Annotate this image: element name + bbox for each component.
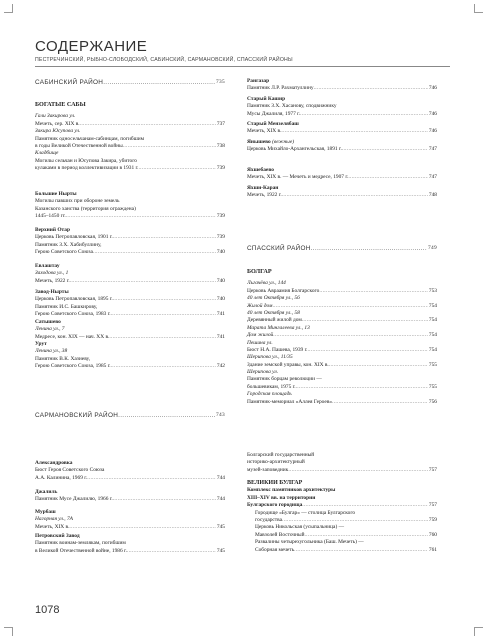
toc-entry[interactable]: кулаками в период коллективизации в 1931 г. ..... 739	[35, 165, 225, 172]
toc-text: Памятник В.К. Хазиеву,	[35, 355, 91, 362]
toc-heading: БОЛГАР	[247, 268, 272, 275]
toc-address: Городская площадь	[247, 391, 292, 398]
toc-heading: Мурбаш	[35, 509, 56, 515]
toc-entry[interactable]: Мавзолей Восточный ..... 760	[255, 532, 437, 539]
toc-entry[interactable]: Церковь Авраамия Болгарского ..... 753	[247, 288, 437, 295]
toc-entry[interactable]: Бюст Н.А. Пашева, 1939 г. ..... 754	[247, 347, 437, 354]
toc-group-bolgar	[247, 268, 437, 406]
toc-text: Церковь Никольская (усыпальница) —	[255, 524, 344, 531]
toc-entry[interactable]: Медресе, кон. XIX — нач. XX в. ..... 741	[35, 334, 225, 341]
toc-text: Памятник односельчанам-сабинцам, погибшим	[35, 135, 145, 142]
toc-entry[interactable]: Соборная мечеть ..... 761	[255, 547, 437, 554]
page-number: 1078	[35, 604, 60, 616]
toc-address: 40 лет Октября ул., 58	[247, 309, 300, 316]
toc-heading: Верхний Отар	[35, 227, 70, 233]
toc-text: Могилы сельчан и Юсупова Закира, убитого	[35, 157, 138, 164]
toc-heading: Завод-Нырты	[35, 289, 69, 295]
page-subtitle: ПЕСТРЕЧИНСКИЙ, РЫБНО-СЛОБОДСКИЙ, САБИНСКИЙ, САРМАНОВСКИЙ, СПАССКИЙ РАЙОНЫ	[35, 57, 293, 63]
toc-text: Памятник борцам революции —	[247, 376, 322, 383]
toc-entry[interactable]: Мечеть, XIX в. — Мечеть и медресе, 1907 г. ..... 747	[247, 174, 437, 181]
toc-group-zavod-nyrty	[35, 289, 225, 319]
toc-text: Памятник З.Х. Хасанову, сподвижнику	[247, 103, 337, 110]
toc-address: Ленина ул., 7	[35, 326, 65, 333]
toc-group-yakhshebaevo	[247, 167, 437, 182]
toc-group-urut	[35, 341, 225, 371]
toc-text: Развалины четырехугольника (Баш. Мечеть) —	[255, 539, 364, 546]
toc-entry[interactable]: в Великой Отечественной войне, 1986 г. ..... 745	[35, 548, 225, 555]
toc-address: Марата Мингалеева ул., 13	[247, 324, 310, 331]
toc-address: Нагорная ул., 7А	[35, 516, 73, 523]
toc-heading: Янышево	[247, 139, 271, 145]
toc-group-veliky-bulgar	[247, 480, 437, 554]
toc-entry[interactable]: 1445–1450 гг. ..... 739	[35, 213, 225, 220]
toc-text: Памятник воинам-землякам, погибшим	[35, 540, 126, 547]
toc-group-eluashtau	[35, 263, 225, 285]
toc-entry[interactable]: большевикам, 1975 г. ..... 755	[247, 384, 437, 391]
toc-entry[interactable]: Дом жилой ..... 754	[247, 332, 437, 339]
toc-text: Городище «Булгар» — столица Булгарского	[255, 509, 356, 516]
toc-group-yakhshi-karan	[247, 185, 437, 200]
toc-entry[interactable]: Церковь Петропавловская, 1895 г. ..... 740	[35, 296, 225, 303]
crop-mark	[474, 4, 483, 13]
toc-address: 40 лет Октября ул., 56	[247, 295, 300, 302]
toc-address: Гали Закирова ул.	[35, 113, 76, 120]
toc-address: Кладбище	[35, 150, 59, 157]
toc-entry[interactable]: Мусы Джалиля, 1977 г. ..... 746	[247, 111, 437, 118]
toc-heading: Джалиль	[35, 489, 58, 495]
toc-heading: Старый Кашир	[247, 96, 286, 102]
toc-address: Шерипова ул.	[247, 369, 279, 376]
toc-group-bogatye-saby	[35, 101, 225, 173]
toc-entry[interactable]: Мечеть, 1922 г. ..... 748	[247, 192, 437, 199]
toc-text: Могилы павших при обороне земель	[35, 198, 120, 205]
toc-group-stary-kashir	[247, 96, 437, 118]
toc-heading: ВЕЛИКИЙ БУЛГАР	[247, 480, 303, 486]
toc-entry[interactable]: Памятник Л.Р. Рахматуллину ..... 746	[247, 85, 437, 92]
toc-section-sarmanovsky[interactable]: САРМАНОВСКИЙ РАЙОН ..... 743	[35, 411, 225, 420]
toc-entry[interactable]: в годы Великой Отечественной войны ..... 738	[35, 143, 225, 150]
toc-entry[interactable]: Здание земской управы, кон. XIX в. ..... 755	[247, 362, 437, 369]
toc-entry[interactable]: Мечеть, XIX в. ..... 745	[35, 524, 225, 531]
toc-group-bolshie-nyrty	[35, 191, 225, 221]
toc-subheading: XIII–XIV вв. на территории	[247, 494, 316, 501]
header-rule	[35, 66, 450, 67]
toc-heading: Сатышево	[35, 319, 61, 325]
crop-mark	[474, 627, 483, 636]
toc-entry[interactable]: Памятник-мемориал «Аллея Героев» ..... 756	[247, 399, 437, 406]
toc-text: Болгарский государственный	[247, 452, 315, 458]
toc-entry[interactable]: А.А. Калинина, 1969 г. ..... 744	[35, 475, 225, 482]
toc-address: Пешина ул.	[247, 339, 273, 346]
toc-entry[interactable]: Деревянный жилой дом ..... 754	[247, 317, 437, 324]
toc-entry[interactable]: Мечеть, 1922 г. ..... 740	[35, 278, 225, 285]
toc-text: Бюст Героя Советского Союза	[35, 467, 105, 474]
toc-entry[interactable]: Памятник Мусе Джалилю, 1966 г. ..... 744	[35, 496, 225, 503]
toc-text: историко-архитектурный	[247, 459, 305, 466]
toc-subheading: Комплекс памятников архитектуры	[247, 487, 336, 494]
toc-entry[interactable]: Булгарского городища ..... 757	[247, 502, 437, 509]
toc-heading: Урут	[35, 341, 47, 347]
toc-group-petrovsky-zavod	[35, 533, 225, 555]
toc-text: Казанского ханства (территория ограждена)	[35, 205, 136, 212]
toc-group-aleksandrovka	[35, 460, 225, 482]
toc-entry[interactable]: Герою Советского Союза, 1985 г. ..... 742	[35, 363, 225, 370]
toc-entry[interactable]: Герою Советского Союза ..... 740	[35, 249, 225, 256]
toc-heading: Старый Мензелябаш	[247, 121, 299, 127]
toc-address: Закира Юсупова ул.	[35, 128, 81, 135]
toc-address: Льгачёва ул., 144	[247, 280, 286, 287]
crop-mark	[4, 627, 13, 636]
toc-entry[interactable]: государства ..... 759	[255, 517, 437, 524]
toc-heading: Яхши-Каран	[247, 185, 279, 191]
toc-address: Шерипова ул., 11/35	[247, 354, 293, 361]
toc-heading: БОГАТЫЕ САБЫ	[35, 101, 86, 108]
toc-heading: Петровский Завод	[35, 533, 80, 539]
toc-group-verkhniy-otar	[35, 227, 225, 257]
toc-group-yanyshevo	[247, 139, 437, 154]
toc-heading: Большие Нырты	[35, 191, 77, 197]
toc-entry[interactable]: музей-заповедник ..... 757	[247, 467, 437, 474]
toc-heading: Рангазар	[247, 78, 270, 84]
toc-text: Памятник И.С. Башкирову,	[35, 303, 98, 310]
toc-group-murbash	[35, 509, 225, 531]
toc-text: Памятник З.Х. Хабибуллину,	[35, 241, 102, 248]
toc-group-dzhalil	[35, 489, 225, 504]
toc-heading: Евлаштау	[35, 263, 60, 269]
toc-group-stary-menzelbash	[247, 121, 437, 136]
toc-heading: Яхшебаево	[247, 167, 274, 173]
toc-section-sabinsky[interactable]: САБИНСКИЙ РАЙОН ..... 735	[35, 78, 225, 87]
toc-group-museum	[247, 452, 437, 474]
page-title: СОДЕРЖАНИЕ	[35, 38, 148, 55]
crop-mark	[4, 4, 13, 13]
toc-group-satyshevo	[35, 319, 225, 341]
toc-entry[interactable]: Мечеть, XIX в. ..... 746	[247, 128, 437, 135]
toc-heading-note: (вежные)	[272, 139, 295, 145]
toc-heading: Александровка	[35, 460, 73, 466]
toc-entry[interactable]: Жилой дом ..... 754	[247, 303, 437, 310]
toc-section-spassky[interactable]: СПАССКИЙ РАЙОН ..... 749	[247, 244, 437, 253]
toc-address: Ленина ул., 38	[35, 348, 68, 355]
toc-entry[interactable]: Герою Советского Союза, 1983 г. ..... 741	[35, 311, 225, 318]
toc-address: Заходова ул., 1	[35, 270, 69, 277]
toc-entry[interactable]: Мечеть, сер. XIX в. ..... 737	[35, 121, 225, 128]
toc-entry[interactable]: Церковь Михайло-Архангельская, 1891 г. ..... 747	[247, 146, 437, 153]
toc-group-rangazar	[247, 78, 437, 93]
toc-entry[interactable]: Церковь Петропавловская, 1901 г. ..... 739	[35, 234, 225, 241]
